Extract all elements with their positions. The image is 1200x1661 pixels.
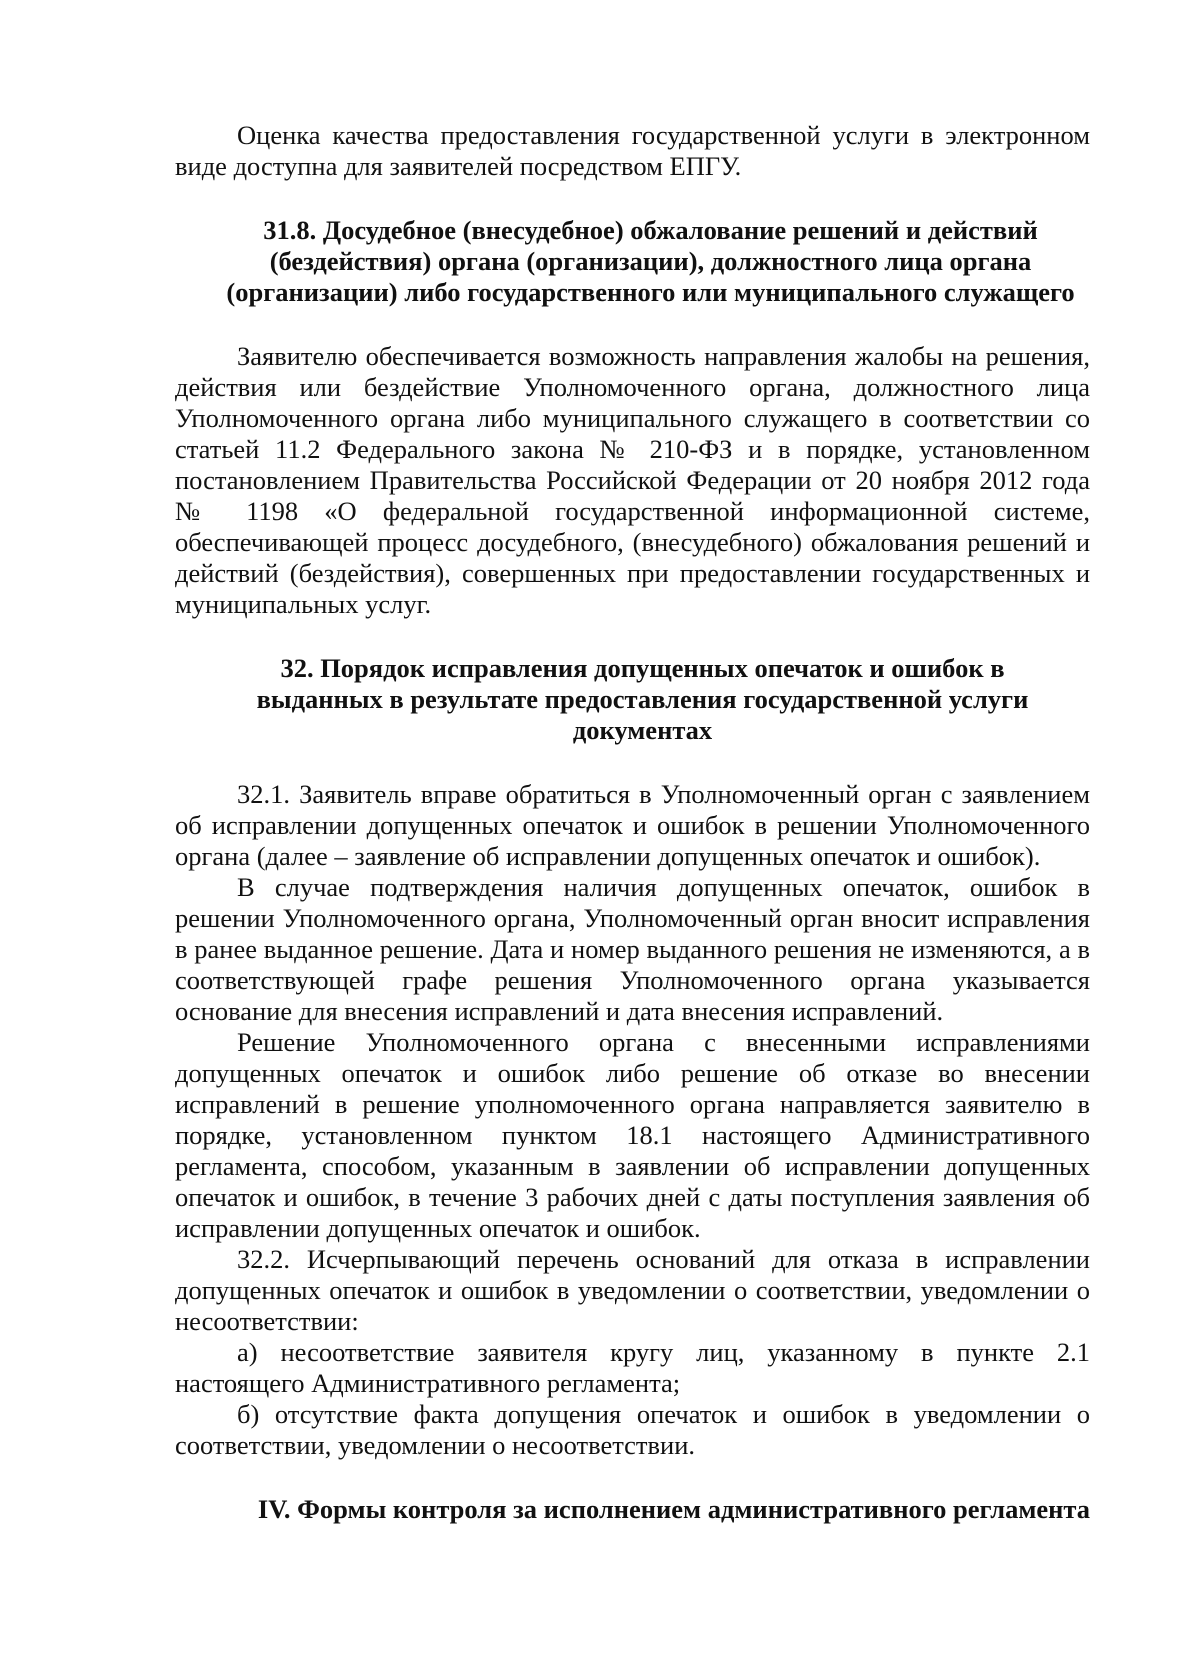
- document-body: [175, 120, 1090, 1525]
- paragraph-correction-confirmation: В случае подтверждения наличия допущенных опечаток, ошибок в решении Уполномоченного органа, Уполномоченный орган вносит исправления в ранее выданное решение. Дата и номер выданного решения не изменяются, а в соответствующей графе решения Уполномоченного органа указывается основание для внесения исправлений и дата внесения исправлений.: [175, 872, 1090, 1026]
- section-32-heading: 32. Порядок исправления допущенных опечаток и ошибок в выданных в результате предоставления государственной услуги документах: [256, 653, 1029, 745]
- paragraph-correction-decision: Решение Уполномоченного органа с внесенными исправлениями допущенных опечаток и ошибок либо решение об отказе во внесении исправлений в решение уполномоченного органа направляется заявителю в порядке, установленном пунктом 18.1 настоящего Административного регламента, способом, указанным в заявлении об исправлении допущенных опечаток и ошибок, в течение 3 рабочих дней с даты поступления заявления об исправлении допущенных опечаток и ошибок.: [175, 1027, 1090, 1243]
- section-31-8-paragraph: Заявителю обеспечивается возможность направления жалобы на решения, действия или бездействие Уполномоченного органа, должностного лица Уполномоченного органа либо муниципального служащего в соответствии со статьей 11.2 Федерального закона № 210-ФЗ и в порядке, установленном постановлением Правительства Российской Федерации от 20 ноября 2012 года № 1198 «О федеральной государственной информационной системе, обеспечивающей процесс досудебного, (внесудебного) обжалования решений и действий (бездействия), совершенных при предоставлении государственных и муниципальных услуг.: [175, 341, 1090, 619]
- paragraph-32-2: 32.2. Исчерпывающий перечень оснований для отказа в исправлении допущенных опечаток и ошибок в уведомлении о соответствии, уведомлении о несоответствии:: [175, 1244, 1090, 1336]
- section-iv-heading: IV. Формы контроля за исполнением административного регламента: [257, 1494, 1090, 1524]
- paragraph-32-1: 32.1. Заявитель вправе обратиться в Уполномоченный орган с заявлением об исправлении допущенных опечаток и ошибок в решении Уполномоченного органа (далее – заявление об исправлении допущенных опечаток и ошибок).: [175, 779, 1090, 871]
- list-item-b: б) отсутствие факта допущения опечаток и ошибок в уведомлении о соответствии, уведомлении о несоответствии.: [175, 1399, 1090, 1460]
- intro-paragraph: Оценка качества предоставления государственной услуги в электронном виде доступна для заявителей посредством ЕПГУ.: [175, 120, 1090, 181]
- section-31-8-heading: 31.8. Досудебное (внесудебное) обжалование решений и действий (бездействия) органа (организации), должностного лица органа (организации) либо государственного или муниципального служащего: [226, 215, 1075, 307]
- list-item-a: а) несоответствие заявителя кругу лиц, указанному в пункте 2.1 настоящего Административного регламента;: [175, 1337, 1090, 1398]
